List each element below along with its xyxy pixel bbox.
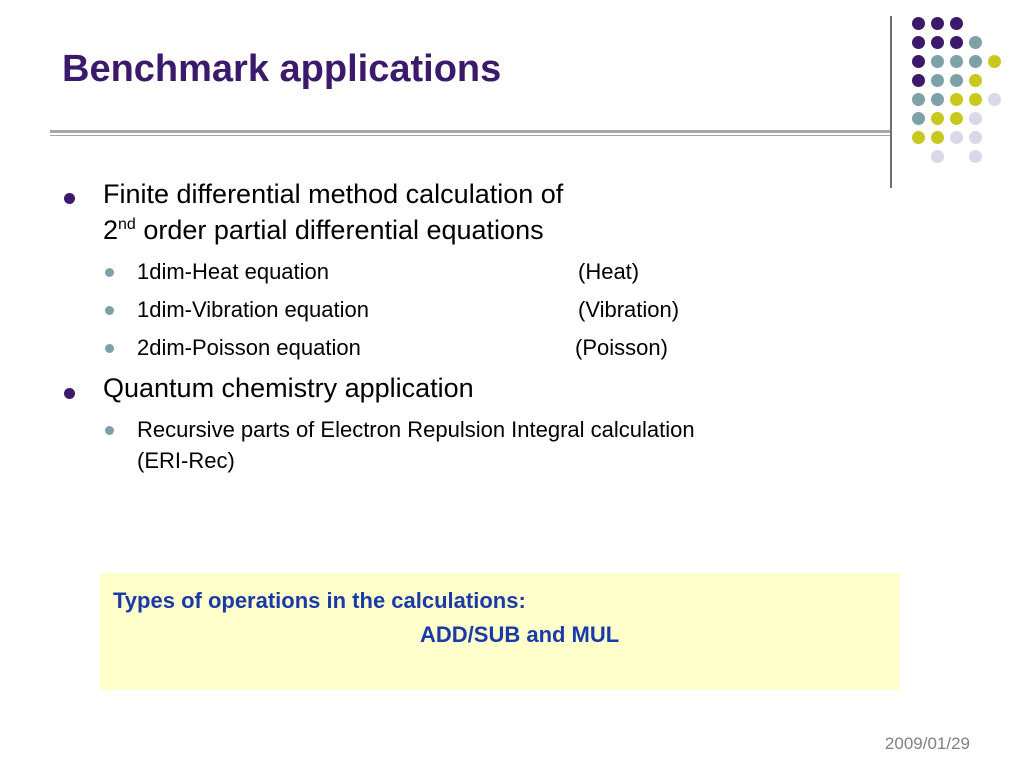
dot (931, 112, 944, 125)
slide-title: Benchmark applications (62, 48, 502, 90)
dot (950, 36, 963, 49)
dot (988, 93, 1001, 106)
dot (950, 17, 963, 30)
bullet-text: Quantum chemistry application (103, 373, 474, 403)
dot (931, 150, 944, 163)
dot (988, 55, 1001, 68)
ordinal-number: 2 (103, 215, 119, 245)
title-divider (50, 130, 890, 133)
dot (912, 36, 925, 49)
dot (931, 93, 944, 106)
dot (969, 150, 982, 163)
dot (931, 36, 944, 49)
dot (950, 131, 963, 144)
ordinal-suffix: nd (118, 216, 136, 233)
sub-bullet-text: 2dim-Poisson equation (137, 335, 361, 360)
callout-heading: Types of operations in the calculations: (113, 588, 526, 613)
dot (931, 17, 944, 30)
dot (950, 74, 963, 87)
sub-bullet-tag: (Poisson) (575, 335, 668, 360)
callout-value: ADD/SUB and MUL (420, 622, 620, 647)
bullet-text-continued (103, 213, 544, 247)
callout-box (100, 573, 900, 690)
dot (969, 74, 982, 87)
dot (931, 55, 944, 68)
sub-bullet-icon (105, 426, 114, 435)
sub-bullet-icon (105, 268, 114, 277)
slide-date: 2009/01/29 (884, 734, 970, 753)
dot (912, 17, 925, 30)
sub-bullet-icon (105, 344, 114, 353)
sub-bullet-text-continued: (ERI-Rec) (137, 448, 235, 473)
dot (912, 93, 925, 106)
dot (931, 131, 944, 144)
sub-bullet-text: 1dim-Heat equation (137, 259, 330, 284)
bullet-line: order partial differential equations (135, 215, 544, 245)
dot (912, 55, 925, 68)
sub-bullet-tag: (Heat) (578, 259, 640, 284)
vertical-divider (890, 16, 892, 188)
bullet-icon (64, 388, 75, 399)
bullet-line: Finite differential method calculation of (103, 179, 564, 209)
dot (950, 55, 963, 68)
dot (969, 36, 982, 49)
dot (969, 93, 982, 106)
dot (950, 93, 963, 106)
dot (912, 74, 925, 87)
sub-bullet-text: 1dim-Vibration equation (137, 297, 369, 322)
sub-bullet-icon (105, 306, 114, 315)
dot (931, 74, 944, 87)
dot (912, 112, 925, 125)
bullet-text (103, 177, 563, 211)
dot (969, 131, 982, 144)
sub-bullet-tag: (Vibration) (578, 297, 680, 322)
dot (950, 112, 963, 125)
dot (969, 112, 982, 125)
bullet-icon (64, 193, 75, 204)
title-divider-thin (50, 135, 890, 136)
dot (912, 131, 925, 144)
dot (969, 55, 982, 68)
sub-bullet-text: Recursive parts of Electron Repulsion Integral calculation (137, 417, 695, 442)
